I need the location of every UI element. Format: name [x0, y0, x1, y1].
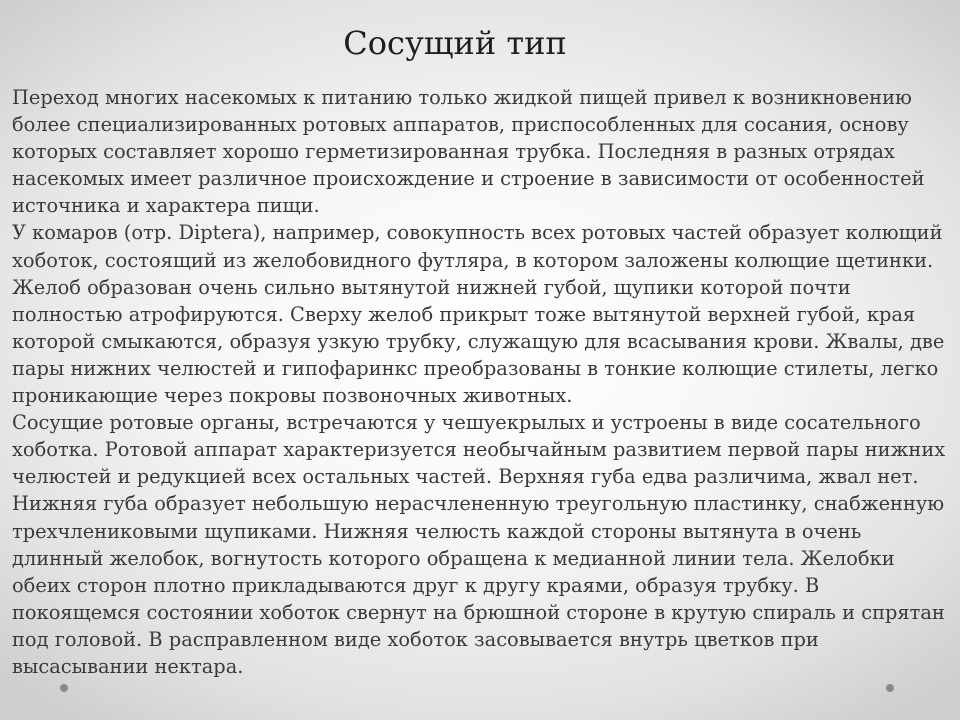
slide-body — [12, 84, 948, 680]
decorative-dot-right — [886, 684, 894, 692]
paragraph-intro: Переход многих насекомых к питанию только жидкой пищей привел к возникновению более специализированных ротовых аппаратов, приспособленных для сосания, основу которых составляет хорошо герметизированная трубка. Последняя в разных отрядах насекомых имеет различное происхождение и строение в зависимости от особенностей источника и характера пищи. — [12, 86, 925, 218]
decorative-dot-left — [60, 684, 68, 692]
slide-title: Сосущий тип — [343, 24, 567, 62]
paragraph-lepidoptera: Сосущие ротовые органы, встречаются у чешуекрылых и устроены в виде сосательного хоботка. Ротовой аппарат характеризуется необычайным развитием первой пары нижних челюстей и редукцией всех остальных частей. Верхняя губа едва различима, жвал нет. Нижняя губа образует небольшую нерасчлененную треугольную пластинку, снабженную трехчлениковыми щупиками. Нижняя челюсть каждой стороны вытянута в очень длинный желобок, вогнутость которого обращена к медианной линии тела. Желобки обеих сторон плотно прикладываются друг к другу краями, образуя трубку. В покоящемся состоянии хоботок свернут на брюшной стороне в крутую спираль и спрятан под головой. В расправленном виде хоботок засовывается внутрь цветков при высасывании нектара. — [12, 411, 946, 678]
paragraph-diptera: У комаров (отр. Diptera), например, совокупность всех ротовых частей образует колющий хоботок, состоящий из желобовидного футляра, в котором заложены колющие щетинки. Желоб образован очень сильно вытянутой нижней губой, щупики которой почти полностью атрофируются. Сверху желоб прикрыт тоже вытянутой верхней губой, края которой смыкаются, образуя узкую трубку, служащую для всасывания крови. Жвалы, две пары нижних челюстей и гипофаринкс преобразованы в тонкие колющие стилеты, легко проникающие через покровы позвоночных животных. — [12, 221, 945, 408]
